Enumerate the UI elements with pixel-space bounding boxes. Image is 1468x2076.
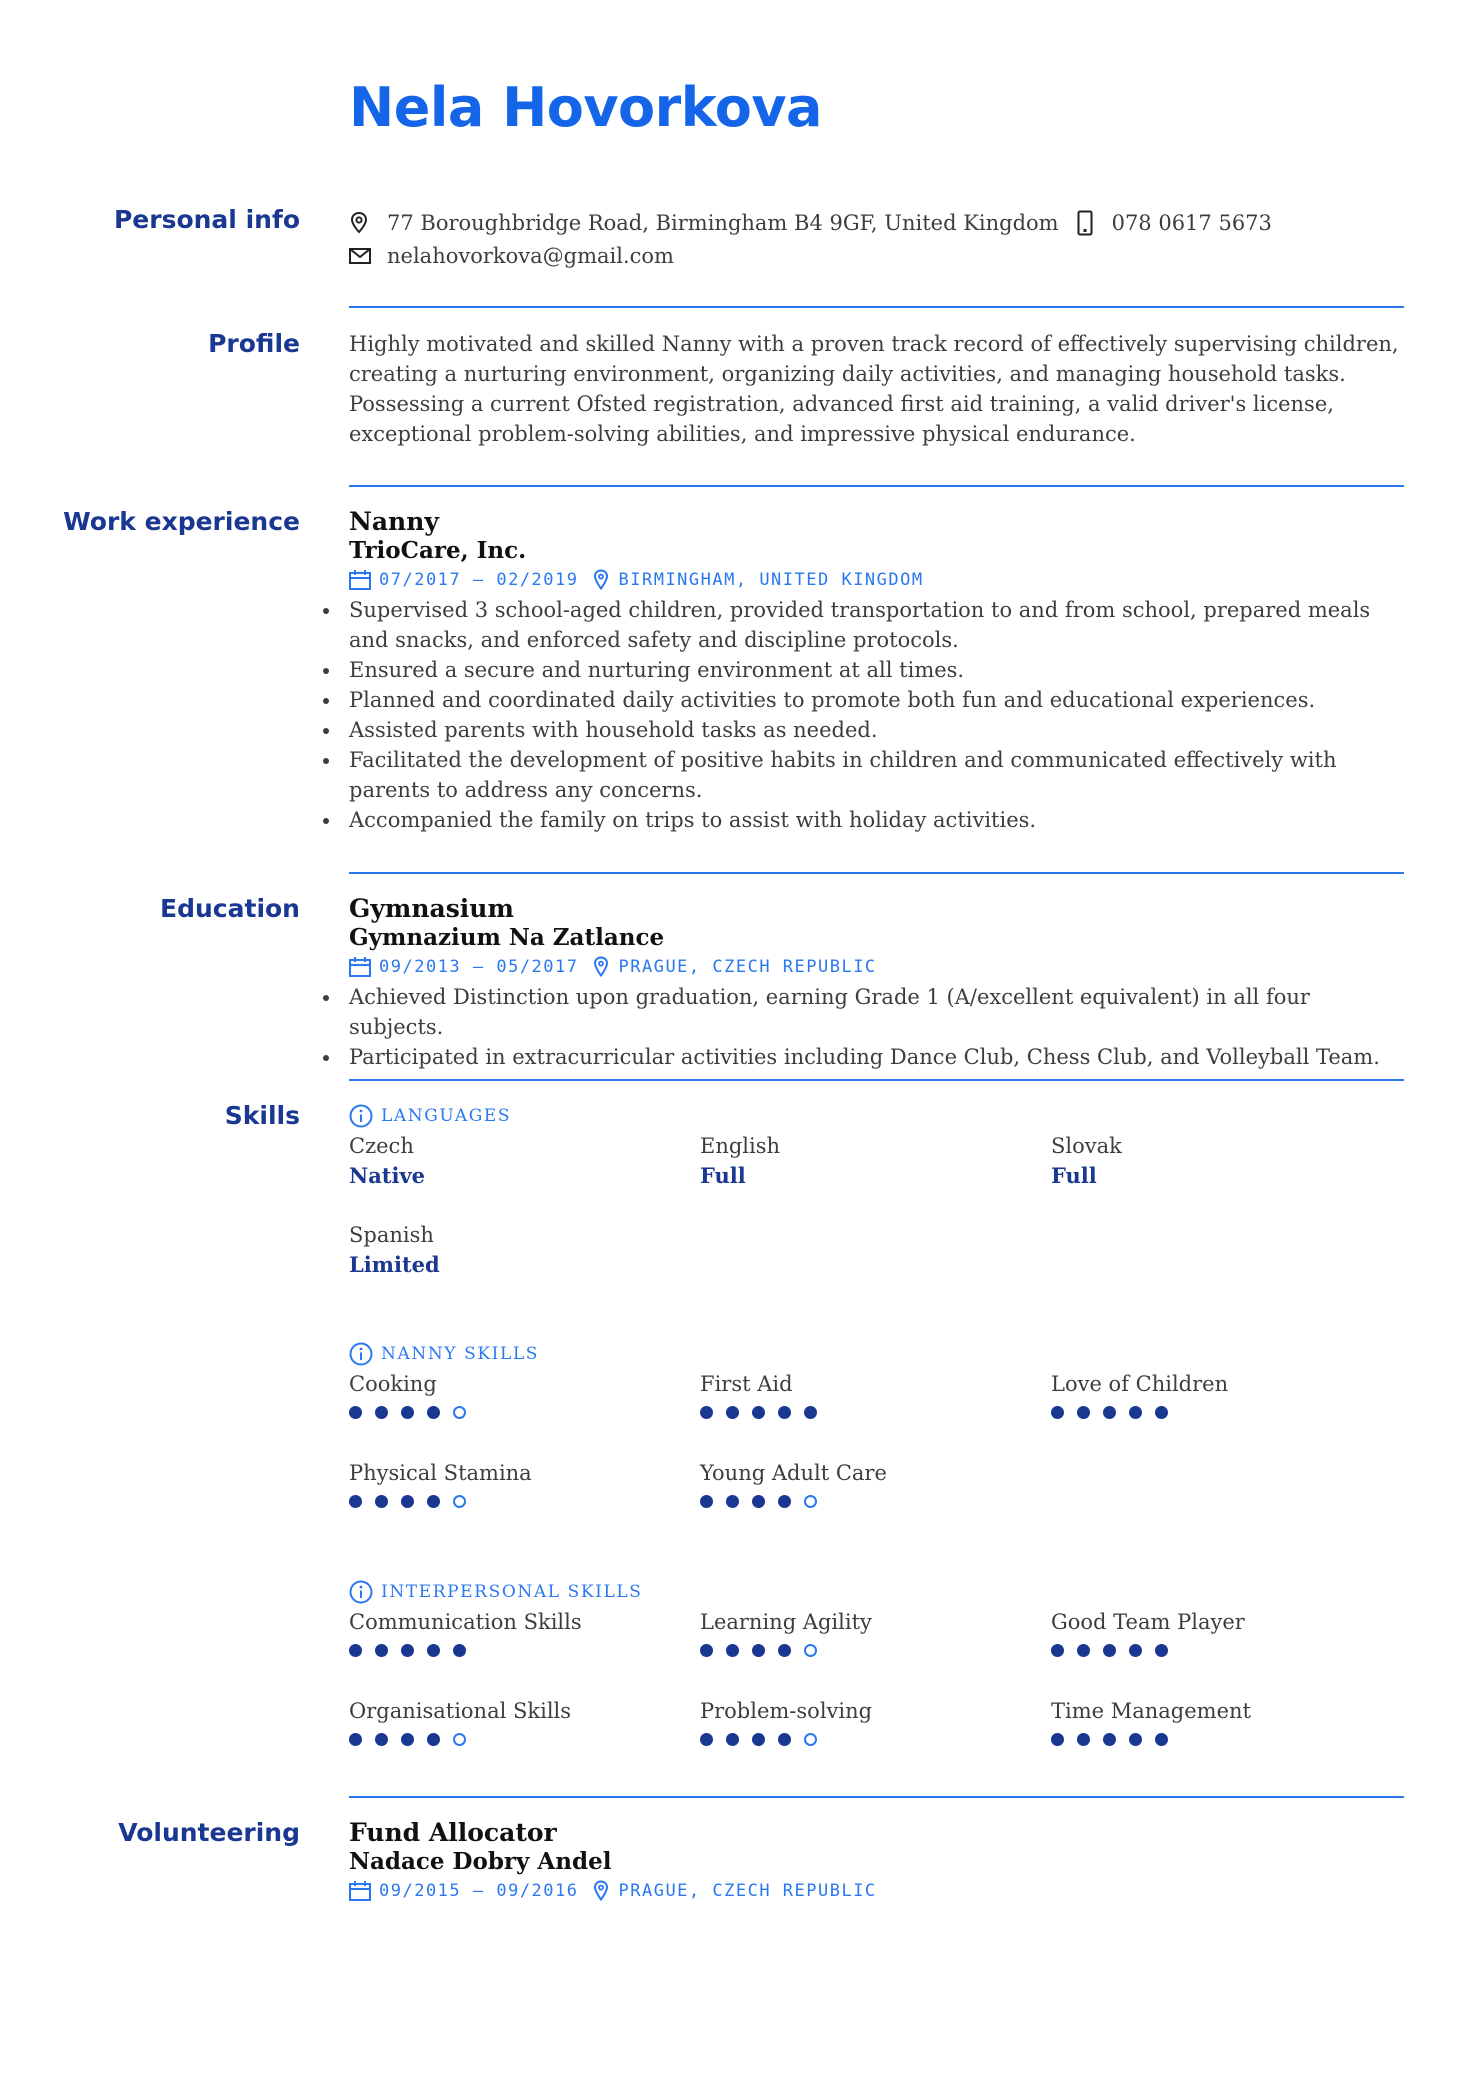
volunteer-location: PRAGUE, CZECH REPUBLIC: [618, 1881, 877, 1901]
skill-young-adult-care: Young Adult Care: [700, 1458, 1040, 1508]
rating-dot-empty: [453, 1406, 466, 1419]
rating-dots: [700, 1406, 1040, 1419]
rating-dots: [349, 1733, 689, 1746]
job-meta: [349, 565, 1404, 595]
contact-row-2: [349, 239, 1404, 272]
rating-dot-filled: [427, 1733, 440, 1746]
rating-dot-filled: [726, 1495, 739, 1508]
rating-dot-empty: [453, 1495, 466, 1508]
profile-line: Possessing a current Ofsted registration, advanced first aid training, a valid driver's license,: [349, 392, 1334, 416]
rating-dot-filled: [1103, 1406, 1116, 1419]
info-icon: [349, 1104, 373, 1128]
rating-dot-filled: [427, 1644, 440, 1657]
location-pin-icon: [349, 211, 369, 235]
rating-dot-filled: [778, 1406, 791, 1419]
language-english: English Full: [700, 1134, 781, 1188]
rating-dot-filled: [700, 1406, 713, 1419]
rating-dot-filled: [349, 1644, 362, 1657]
rating-dot-empty: [453, 1733, 466, 1746]
skills-heading: Skills: [224, 1101, 300, 1130]
rating-dot-filled: [1103, 1644, 1116, 1657]
rating-dot-filled: [375, 1733, 388, 1746]
rating-dot-filled: [752, 1644, 765, 1657]
rating-dot-filled: [726, 1733, 739, 1746]
rating-dot-filled: [401, 1733, 414, 1746]
volunteer-dates: 09/2015 — 09/2016: [379, 1881, 579, 1901]
rating-dot-filled: [752, 1406, 765, 1419]
rating-dots: [1051, 1406, 1391, 1419]
rating-dots: [700, 1644, 1040, 1657]
rating-dots: [700, 1495, 1040, 1508]
work-experience-heading: Work experience: [63, 507, 300, 536]
phone-item: [1077, 210, 1272, 236]
rating-dot-filled: [1155, 1733, 1168, 1746]
skill-love-of-children: Love of Children: [1051, 1369, 1391, 1419]
rating-dot-filled: [1129, 1406, 1142, 1419]
profile-line: creating a nurturing environment, organizing daily activities, and managing household tasks.: [349, 362, 1346, 386]
rating-dot-filled: [349, 1733, 362, 1746]
degree-title: Gymnasium: [349, 894, 514, 923]
rating-dot-filled: [778, 1733, 791, 1746]
language-czech: Czech Native: [349, 1134, 426, 1188]
section-divider: [349, 306, 1404, 308]
rating-dot-filled: [1129, 1733, 1142, 1746]
rating-dot-filled: [726, 1406, 739, 1419]
info-icon: [349, 1580, 373, 1604]
contact-row-1: [349, 206, 1404, 239]
nanny-skills-subheading: NANNY SKILLS: [349, 1339, 539, 1369]
language-spanish: Spanish Limited: [349, 1223, 440, 1277]
rating-dot-filled: [1129, 1644, 1142, 1657]
rating-dots: [700, 1733, 1040, 1746]
education-location: PRAGUE, CZECH REPUBLIC: [618, 957, 877, 977]
rating-dot-filled: [1051, 1644, 1064, 1657]
rating-dot-filled: [700, 1495, 713, 1508]
job-bullets: [349, 595, 1404, 835]
email-item[interactable]: [349, 244, 674, 268]
rating-dot-filled: [778, 1495, 791, 1508]
rating-dot-filled: [1077, 1406, 1090, 1419]
rating-dot-filled: [700, 1644, 713, 1657]
list-item: Accompanied the family on trips to assist with holiday activities.: [349, 805, 1404, 835]
section-divider: [349, 1079, 1404, 1081]
section-divider: [349, 872, 1404, 874]
rating-dot-filled: [1155, 1406, 1168, 1419]
location-pin-icon: [593, 1880, 609, 1902]
rating-dot-filled: [1051, 1733, 1064, 1746]
phone-text: 078 0617 5673: [1111, 210, 1272, 235]
rating-dot-filled: [778, 1644, 791, 1657]
rating-dot-filled: [1077, 1733, 1090, 1746]
list-item: Supervised 3 school-aged children, provided transportation to and from school, prepared meals and snacks, and enforced safety and discipline protocols.: [349, 595, 1404, 655]
skill-time-management: Time Management: [1051, 1696, 1391, 1746]
skill-problem-solving: Problem-solving: [700, 1696, 1040, 1746]
education-meta: [349, 952, 1404, 982]
skill-physical-stamina: Physical Stamina: [349, 1458, 689, 1508]
rating-dot-filled: [726, 1644, 739, 1657]
list-item: Ensured a secure and nurturing environment at all times.: [349, 655, 1404, 685]
education-dates: 09/2013 — 05/2017: [379, 957, 579, 977]
section-divider: [349, 1796, 1404, 1798]
skill-organisational: Organisational Skills: [349, 1696, 689, 1746]
list-item: Assisted parents with household tasks as needed.: [349, 715, 1404, 745]
profile-line: exceptional problem-solving abilities, and impressive physical endurance.: [349, 422, 1136, 446]
skill-learning-agility: Learning Agility: [700, 1607, 1040, 1657]
rating-dot-filled: [752, 1495, 765, 1508]
rating-dot-filled: [349, 1406, 362, 1419]
rating-dots: [1051, 1644, 1391, 1657]
employer-name: TrioCare, Inc.: [349, 537, 527, 564]
email-text[interactable]: nelahovorkova@gmail.com: [387, 243, 674, 268]
job-location: BIRMINGHAM, UNITED KINGDOM: [618, 570, 924, 590]
skill-cooking: Cooking: [349, 1369, 689, 1419]
volunteer-org: Nadace Dobry Andel: [349, 1848, 612, 1875]
address-text: 77 Boroughbridge Road, Birmingham B4 9GF, United Kingdom: [387, 210, 1059, 235]
rating-dots: [349, 1495, 689, 1508]
list-item: Facilitated the development of positive habits in children and communicated effectively with parents to address any concerns.: [349, 745, 1404, 805]
rating-dot-empty: [804, 1733, 817, 1746]
volunteer-role: Fund Allocator: [349, 1818, 557, 1847]
rating-dot-empty: [804, 1495, 817, 1508]
rating-dot-filled: [752, 1733, 765, 1746]
rating-dot-filled: [375, 1495, 388, 1508]
address-item: [349, 211, 1059, 235]
calendar-icon: [349, 957, 371, 977]
rating-dot-filled: [427, 1495, 440, 1508]
envelope-icon: [349, 248, 371, 264]
rating-dot-filled: [1077, 1644, 1090, 1657]
rating-dot-filled: [401, 1644, 414, 1657]
location-pin-icon: [593, 569, 609, 591]
profile-heading: Profile: [208, 329, 300, 358]
job-dates: 07/2017 — 02/2019: [379, 570, 579, 590]
list-item: Planned and coordinated daily activities to promote both fun and educational experiences.: [349, 685, 1404, 715]
interpersonal-skills-subheading: INTERPERSONAL SKILLS: [349, 1577, 643, 1607]
calendar-icon: [349, 570, 371, 590]
section-divider: [349, 485, 1404, 487]
rating-dot-filled: [427, 1406, 440, 1419]
calendar-icon: [349, 1881, 371, 1901]
volunteer-meta: [349, 1876, 1404, 1906]
rating-dots: [1051, 1733, 1391, 1746]
rating-dot-filled: [1051, 1406, 1064, 1419]
rating-dot-filled: [401, 1406, 414, 1419]
profile-line: Highly motivated and skilled Nanny with a proven track record of effectively supervising children,: [349, 332, 1399, 356]
language-slovak: Slovak Full: [1051, 1134, 1122, 1188]
rating-dot-filled: [700, 1733, 713, 1746]
rating-dot-filled: [375, 1406, 388, 1419]
school-name: Gymnazium Na Zatlance: [349, 924, 665, 951]
education-heading: Education: [160, 894, 300, 923]
rating-dot-filled: [401, 1495, 414, 1508]
list-item: Achieved Distinction upon graduation, earning Grade 1 (A/excellent equivalent) in all four subjects.: [349, 982, 1404, 1042]
rating-dot-filled: [349, 1495, 362, 1508]
education-bullets: [349, 982, 1404, 1072]
rating-dots: [349, 1644, 689, 1657]
personal-info-heading: Personal info: [113, 205, 300, 234]
info-icon: [349, 1342, 373, 1366]
candidate-name: Nela Hovorkova: [349, 76, 822, 139]
location-pin-icon: [593, 956, 609, 978]
volunteering-heading: Volunteering: [118, 1818, 300, 1847]
job-title: Nanny: [349, 507, 439, 536]
mobile-phone-icon: [1077, 210, 1093, 236]
rating-dot-filled: [1103, 1733, 1116, 1746]
skill-good-team-player: Good Team Player: [1051, 1607, 1391, 1657]
rating-dot-filled: [1155, 1644, 1168, 1657]
rating-dot-empty: [804, 1644, 817, 1657]
skill-first-aid: First Aid: [700, 1369, 1040, 1419]
skill-communication: Communication Skills: [349, 1607, 689, 1657]
rating-dot-filled: [804, 1406, 817, 1419]
list-item: Participated in extracurricular activities including Dance Club, Chess Club, and Volleyball Team.: [349, 1042, 1404, 1072]
rating-dot-filled: [375, 1644, 388, 1657]
languages-subheading: LANGUAGES: [349, 1101, 511, 1131]
rating-dot-filled: [453, 1644, 466, 1657]
rating-dots: [349, 1406, 689, 1419]
